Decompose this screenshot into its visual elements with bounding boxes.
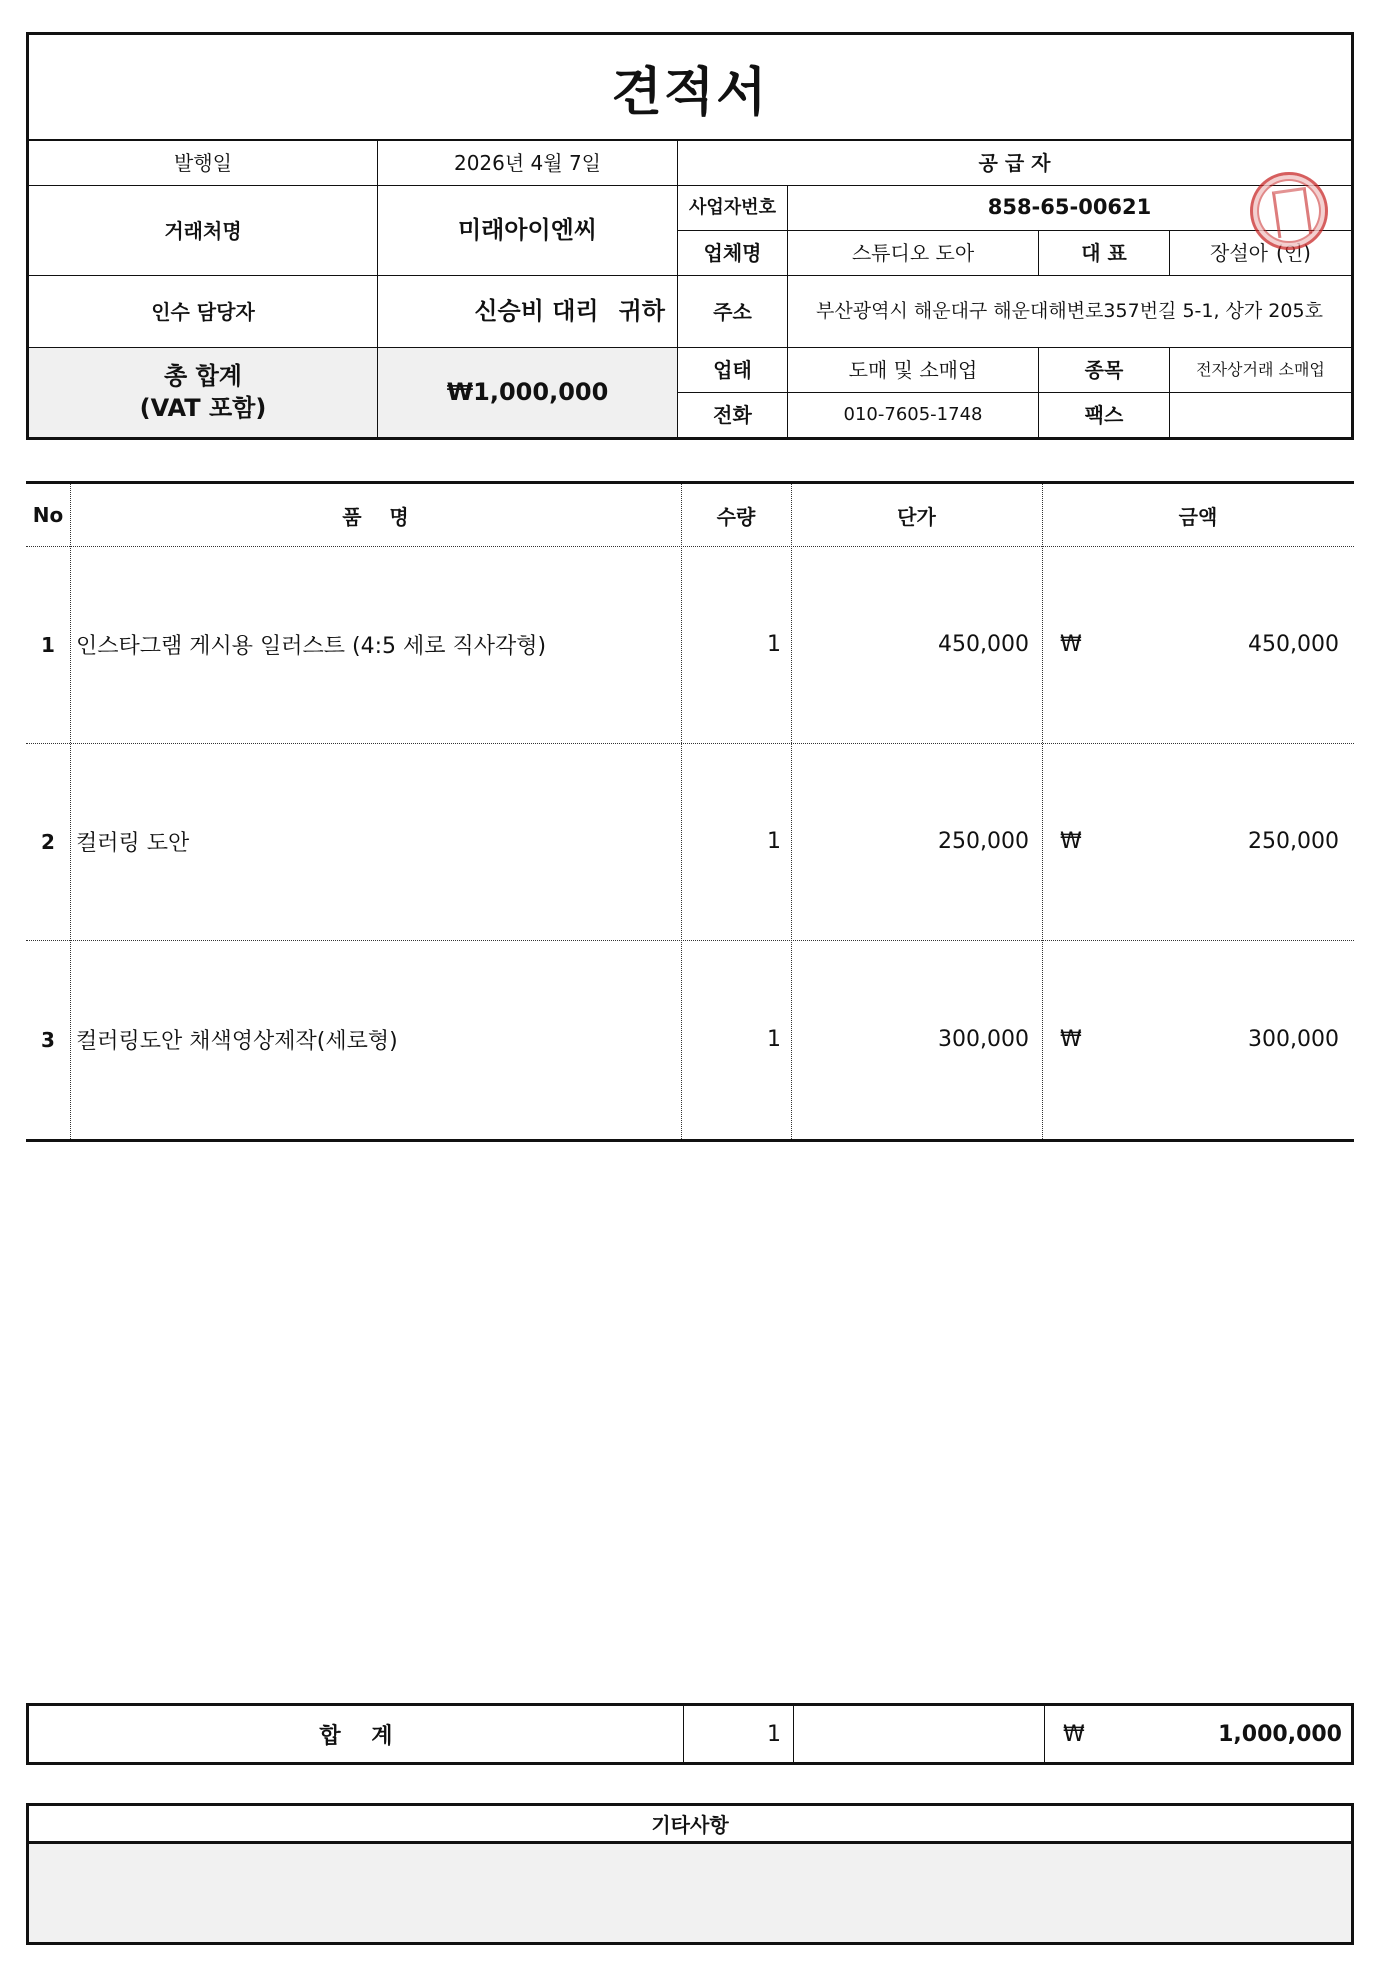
- row-no: 1: [41, 632, 55, 657]
- total-row: [26, 1703, 1354, 1765]
- fax-value: [1170, 393, 1351, 437]
- address-value: 부산광역시 해운대구 해운대해변로357번길 5-1, 상가 205호: [788, 276, 1351, 348]
- header-qty: 수량: [716, 504, 756, 529]
- biz-no-value: 858-65-00621: [788, 186, 1351, 231]
- client-label: 거래처명: [29, 186, 378, 276]
- header-name: 품 명: [342, 504, 409, 529]
- header-amount: 금액: [1178, 504, 1218, 529]
- biz-type-value: 도매 및 소매업: [788, 348, 1039, 393]
- row-qty: 1: [767, 1027, 781, 1052]
- row-currency: ₩: [1060, 632, 1082, 657]
- total-qty: 1: [684, 1706, 794, 1762]
- row-item-name: 컬러링도안 채색영상제작(세로형): [76, 1029, 398, 1054]
- address-label: 주소: [678, 276, 788, 348]
- total-currency: ₩: [1063, 1721, 1085, 1747]
- total-amount: 1,000,000: [1218, 1721, 1342, 1747]
- row-qty: 1: [767, 829, 781, 854]
- company-label: 업체명: [678, 231, 788, 276]
- total-label: 합 계: [29, 1706, 684, 1762]
- total-unit-price-empty: [794, 1706, 1045, 1762]
- row-item-name: 컬러링 도안: [76, 831, 190, 856]
- biz-type-label: 업태: [678, 348, 788, 393]
- remarks-content: [29, 1844, 1351, 1942]
- biz-item-value: 전자상거래 소매업: [1170, 348, 1351, 393]
- remarks-label: 기타사항: [29, 1806, 1351, 1844]
- row-unit-price: 300,000: [938, 1027, 1029, 1052]
- seal-text: (인): [1276, 241, 1311, 265]
- supplier-section-label: 공 급 자: [678, 141, 1351, 186]
- col-divider: [1042, 484, 1043, 1139]
- company-value: 스튜디오 도아: [788, 231, 1039, 276]
- row-amount: 450,000: [1248, 632, 1339, 657]
- issue-date-value: 2026년 4월 7일: [378, 141, 678, 186]
- quote-header: [26, 32, 1354, 440]
- phone-value: 010-7605-1748: [788, 393, 1039, 437]
- title-row: [29, 35, 1351, 141]
- contact-name: 신승비 대리: [474, 296, 599, 325]
- total-label-line2: (VAT 포함): [139, 393, 267, 422]
- row-item-name: 인스타그램 게시용 일러스트 (4:5 세로 직사각형): [76, 634, 547, 659]
- total-summary-amount: ₩1,000,000: [378, 348, 678, 437]
- row-unit-price: 250,000: [938, 829, 1029, 854]
- row-currency: ₩: [1060, 1027, 1082, 1052]
- col-divider: [70, 484, 71, 1139]
- rep-cell: [1170, 231, 1351, 276]
- phone-label: 전화: [678, 393, 788, 437]
- total-label-line1: 총 합계: [164, 362, 242, 391]
- rep-value: 장설아: [1210, 241, 1269, 265]
- row-amount: 250,000: [1248, 829, 1339, 854]
- biz-no-label: 사업자번호: [678, 186, 788, 231]
- row-no: 2: [41, 829, 55, 854]
- items-table: [26, 481, 1354, 1142]
- rep-label: 대 표: [1039, 231, 1170, 276]
- page-title: 견적서: [611, 62, 769, 123]
- contact-honorific: 귀하: [618, 296, 665, 325]
- biz-item-label: 종목: [1039, 348, 1170, 393]
- row-qty: 1: [767, 632, 781, 657]
- fax-label: 팩스: [1039, 393, 1170, 437]
- row-currency: ₩: [1060, 829, 1082, 854]
- client-name: 미래아이엔씨: [378, 186, 678, 276]
- contact-cell: [378, 276, 678, 348]
- issue-date-label: 발행일: [29, 141, 378, 186]
- row-amount: 300,000: [1248, 1027, 1339, 1052]
- remarks-section: [26, 1803, 1354, 1945]
- row-no: 3: [41, 1027, 55, 1052]
- contact-label: 인수 담당자: [29, 276, 378, 348]
- header-no: No: [32, 503, 64, 527]
- row-unit-price: 450,000: [938, 632, 1029, 657]
- total-summary-label: [29, 348, 378, 437]
- header-unit-price: 단가: [897, 504, 936, 529]
